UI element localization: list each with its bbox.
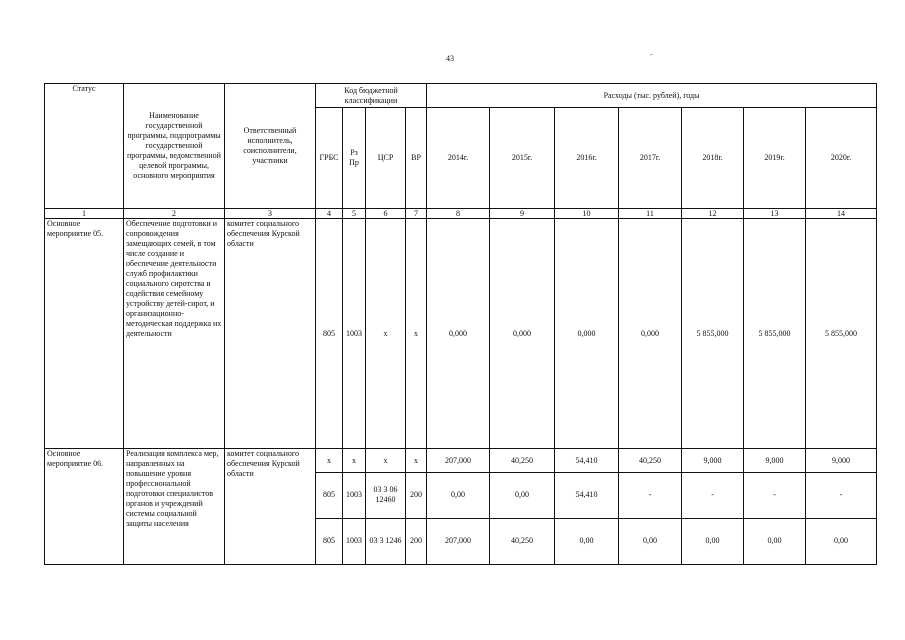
cell-grbs: 805 — [316, 219, 343, 449]
cell-value: 0,00 — [806, 518, 877, 564]
table-row — [45, 219, 877, 449]
header-year: 2015г. — [490, 108, 555, 209]
budget-table — [44, 83, 877, 565]
row-status: Основное мероприятие 06. — [45, 449, 124, 565]
row-executor: комитет социального обеспечения Курской области — [225, 219, 316, 449]
cell-csr: х — [366, 449, 406, 473]
cell-vr: 200 — [406, 518, 427, 564]
cell-value: 0,00 — [744, 518, 806, 564]
column-number: 11 — [619, 209, 682, 219]
header-expenses: Расходы (тыс. рублей), годы — [427, 84, 877, 108]
cell-value: 0,00 — [555, 518, 619, 564]
column-number: 6 — [366, 209, 406, 219]
cell-csr: 03 3 1246 — [366, 518, 406, 564]
row-name: Обеспечение подготовки и сопровождения замещающих семей, в том числе создание и обеспечение деятельности служб профилактики социального сиротства и содействия семейному устройству детей-сирот, и организационно-методическая поддержка их деятельности — [124, 219, 225, 449]
row-name: Реализация комплекса мер, направленных на повышение уровня профессиональной подготовки специалистов органов и учреждений системы социальной защиты населения — [124, 449, 225, 565]
cell-value: - — [744, 473, 806, 518]
cell-value: - — [806, 473, 877, 518]
column-number: 12 — [682, 209, 744, 219]
cell-value: 0,00 — [619, 518, 682, 564]
cell-value: 5 855,000 — [806, 219, 877, 449]
cell-value: 0,00 — [427, 473, 490, 518]
cell-vr: х — [406, 449, 427, 473]
column-number: 2 — [124, 209, 225, 219]
header-vr: ВР — [406, 108, 427, 209]
cell-rzpr: 1003 — [343, 518, 366, 564]
cell-value: 54,410 — [555, 473, 619, 518]
header-year: 2014г. — [427, 108, 490, 209]
cell-value: 207,000 — [427, 449, 490, 473]
header-csr: ЦСР — [366, 108, 406, 209]
column-number: 14 — [806, 209, 877, 219]
cell-value: 0,00 — [682, 518, 744, 564]
page-number: 43 — [446, 54, 454, 63]
column-number: 4 — [316, 209, 343, 219]
header-grbs: ГРБС — [316, 108, 343, 209]
cell-value: 5 855,000 — [744, 219, 806, 449]
cell-csr: 03 3 06 12460 — [366, 473, 406, 518]
column-number: 9 — [490, 209, 555, 219]
cell-value: 0,000 — [427, 219, 490, 449]
cell-value: 40,250 — [490, 518, 555, 564]
cell-value: 40,250 — [490, 449, 555, 473]
cell-value: 0,000 — [555, 219, 619, 449]
header-name: Наименование государственной программы, подпрограммы государственной программы, ведомственной целевой программы, основного мероприятия — [124, 84, 225, 209]
header-year: 2018г. — [682, 108, 744, 209]
header-rzpr: Рз Пр — [343, 108, 366, 209]
cell-value: 0,000 — [490, 219, 555, 449]
cell-vr: 200 — [406, 473, 427, 518]
header-year: 2017г. — [619, 108, 682, 209]
cell-value: 54,410 — [555, 449, 619, 473]
cell-value: 0,00 — [490, 473, 555, 518]
cell-vr: х — [406, 219, 427, 449]
column-number: 7 — [406, 209, 427, 219]
column-number: 5 — [343, 209, 366, 219]
column-number-row — [45, 209, 877, 219]
row-executor: комитет социального обеспечения Курской области — [225, 449, 316, 565]
cell-value: 40,250 — [619, 449, 682, 473]
cell-value: - — [682, 473, 744, 518]
cell-csr: х — [366, 219, 406, 449]
cell-value: 9,000 — [744, 449, 806, 473]
cell-grbs: 805 — [316, 518, 343, 564]
cell-rzpr: х — [343, 449, 366, 473]
header-year: 2016г. — [555, 108, 619, 209]
cell-value: 9,000 — [682, 449, 744, 473]
row-status: Основное мероприятие 05. — [45, 219, 124, 449]
table-row — [45, 449, 877, 473]
cell-rzpr: 1003 — [343, 219, 366, 449]
header-status: Статус — [45, 84, 124, 209]
cell-value: - — [619, 473, 682, 518]
header-year: 2020г. — [806, 108, 877, 209]
header-budget-code: Код бюджетной классификации — [316, 84, 427, 108]
column-number: 8 — [427, 209, 490, 219]
column-number: 3 — [225, 209, 316, 219]
cell-value: 0,000 — [619, 219, 682, 449]
cell-grbs: 805 — [316, 473, 343, 518]
stray-mark: - — [650, 50, 653, 59]
header-executor: Ответственный исполнитель, соисполнители, участники — [225, 84, 316, 209]
cell-value: 5 855,000 — [682, 219, 744, 449]
cell-value: 9,000 — [806, 449, 877, 473]
column-number: 1 — [45, 209, 124, 219]
cell-value: 207,000 — [427, 518, 490, 564]
cell-rzpr: 1003 — [343, 473, 366, 518]
cell-grbs: х — [316, 449, 343, 473]
column-number: 10 — [555, 209, 619, 219]
header-year: 2019г. — [744, 108, 806, 209]
column-number: 13 — [744, 209, 806, 219]
